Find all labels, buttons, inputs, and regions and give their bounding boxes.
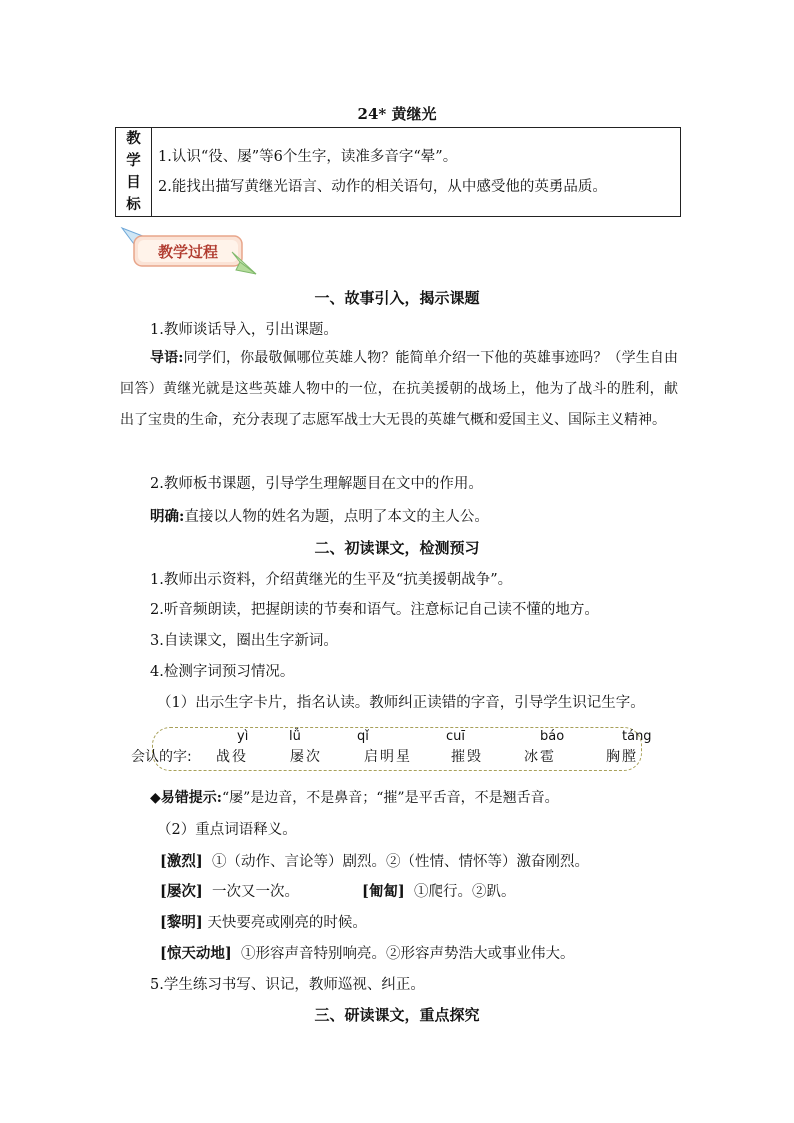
pinyin: táng <box>622 729 652 744</box>
pinyin: cuī <box>446 729 465 744</box>
character-word: 战役 <box>216 749 248 765</box>
vocab-entry <box>160 880 299 901</box>
character-label: 会认的字: <box>131 749 192 765</box>
step-text: 5.学生练习书写、识记，教师巡视、纠正。 <box>150 977 425 993</box>
goals-header-char: 标 <box>126 196 141 213</box>
banner-label: 教学过程 <box>157 243 219 261</box>
vocab-term: [匍匐] <box>362 883 405 900</box>
pinyin: lǚ <box>289 729 301 744</box>
vocab-definition: ①（动作、言论等）剧烈。②（性情、情怀等）激奋刚烈。 <box>211 854 589 870</box>
goals-header-char: 学 <box>126 152 141 169</box>
vocab-definition: ①爬行。②趴。 <box>413 884 516 900</box>
step-text: 2.教师板书课题，引导学生理解题目在文中的作用。 <box>150 476 483 492</box>
clarify-label: 明确: <box>150 508 185 525</box>
character-word: 胸膛 <box>606 749 638 765</box>
pinyin: qǐ <box>357 729 369 744</box>
clarify-line <box>150 505 489 526</box>
intro-label: 导语: <box>150 350 184 366</box>
intro-text: 同学们，你最敬佩哪位英雄人物？能简单介绍一下他的英雄事迹吗？（学生自由回答）黄继光就是这些英雄人物中的一位，在抗美援朝的战场上，他为了战斗的胜利，献出了宝贵的生命，充分表现了志愿军战士大无畏的英雄气概和爱国主义、国际主义精神。 <box>120 350 679 428</box>
vocab-definition: 一次又一次。 <box>211 884 299 900</box>
goals-content <box>152 128 681 217</box>
vocab-entry <box>160 850 589 871</box>
step-text: 2.听音频朗读，把握朗读的节奏和语气。注意标记自己读不懂的地方。 <box>150 602 599 618</box>
vocab-definition: ①形容声音特别响亮。②形容声势浩大或事业伟大。 <box>240 946 575 962</box>
step-text: 4.检测字词预习情况。 <box>150 664 295 680</box>
tip-text: “屡”是边音，不是鼻音；“摧”是平舌音，不是翘舌音。 <box>221 790 559 806</box>
step-text: 1.教师谈话导入，引出课题。 <box>150 322 338 338</box>
goals-header-char: 目 <box>126 174 141 191</box>
character-word: 摧毁 <box>451 749 483 765</box>
vocab-definition: 天快要亮或刚亮的时候。 <box>207 915 367 931</box>
step-text: 1.教师出示资料，介绍黄继光的生平及“抗美援朝战争”。 <box>150 572 513 588</box>
vocab-entry <box>160 942 574 963</box>
clarify-text: 直接以人物的姓名为题，点明了本文的主人公。 <box>184 509 489 525</box>
teaching-goals-table <box>115 127 681 217</box>
page-title: 24* 黄继光 <box>357 105 437 123</box>
section-heading: 三、研读课文，重点探究 <box>314 1006 480 1024</box>
pinyin: báo <box>540 729 565 744</box>
character-word: 屡次 <box>290 749 322 765</box>
teaching-process-banner <box>120 222 260 282</box>
vocab-entry <box>362 880 515 901</box>
intro-paragraph <box>120 343 678 436</box>
goal-item: 1.认识“役、屡”等6个生字，读准多音字“晕”。 <box>158 149 458 165</box>
character-word: 启明星 <box>364 749 412 765</box>
goals-header <box>116 128 152 217</box>
error-tip <box>150 787 559 807</box>
tip-label: ◆易错提示: <box>150 790 222 806</box>
vocab-term: [屡次] <box>160 883 203 900</box>
goal-item: 2.能找出描写黄继光语言、动作的相关语句，从中感受他的英勇品质。 <box>158 179 607 195</box>
character-word: 冰雹 <box>524 749 556 765</box>
pinyin: yì <box>237 729 249 744</box>
sub-step-text: （2）重点词语释义。 <box>157 822 297 838</box>
sub-step-text: （1）出示生字卡片，指名认读。教师纠正读错的字音，引导学生识记生字。 <box>157 695 645 711</box>
paper-plane-icon <box>120 222 260 278</box>
goals-header-char: 教 <box>126 130 141 147</box>
vocab-term: [惊天动地] <box>160 945 232 962</box>
section-heading: 一、故事引入，揭示课题 <box>314 289 480 307</box>
vocab-entry <box>160 911 367 932</box>
step-text: 3.自读课文，圈出生字新词。 <box>150 633 338 649</box>
vocab-term: [黎明] <box>160 914 203 931</box>
vocab-term: [激烈] <box>160 853 203 870</box>
section-heading: 二、初读课文，检测预习 <box>314 539 480 557</box>
